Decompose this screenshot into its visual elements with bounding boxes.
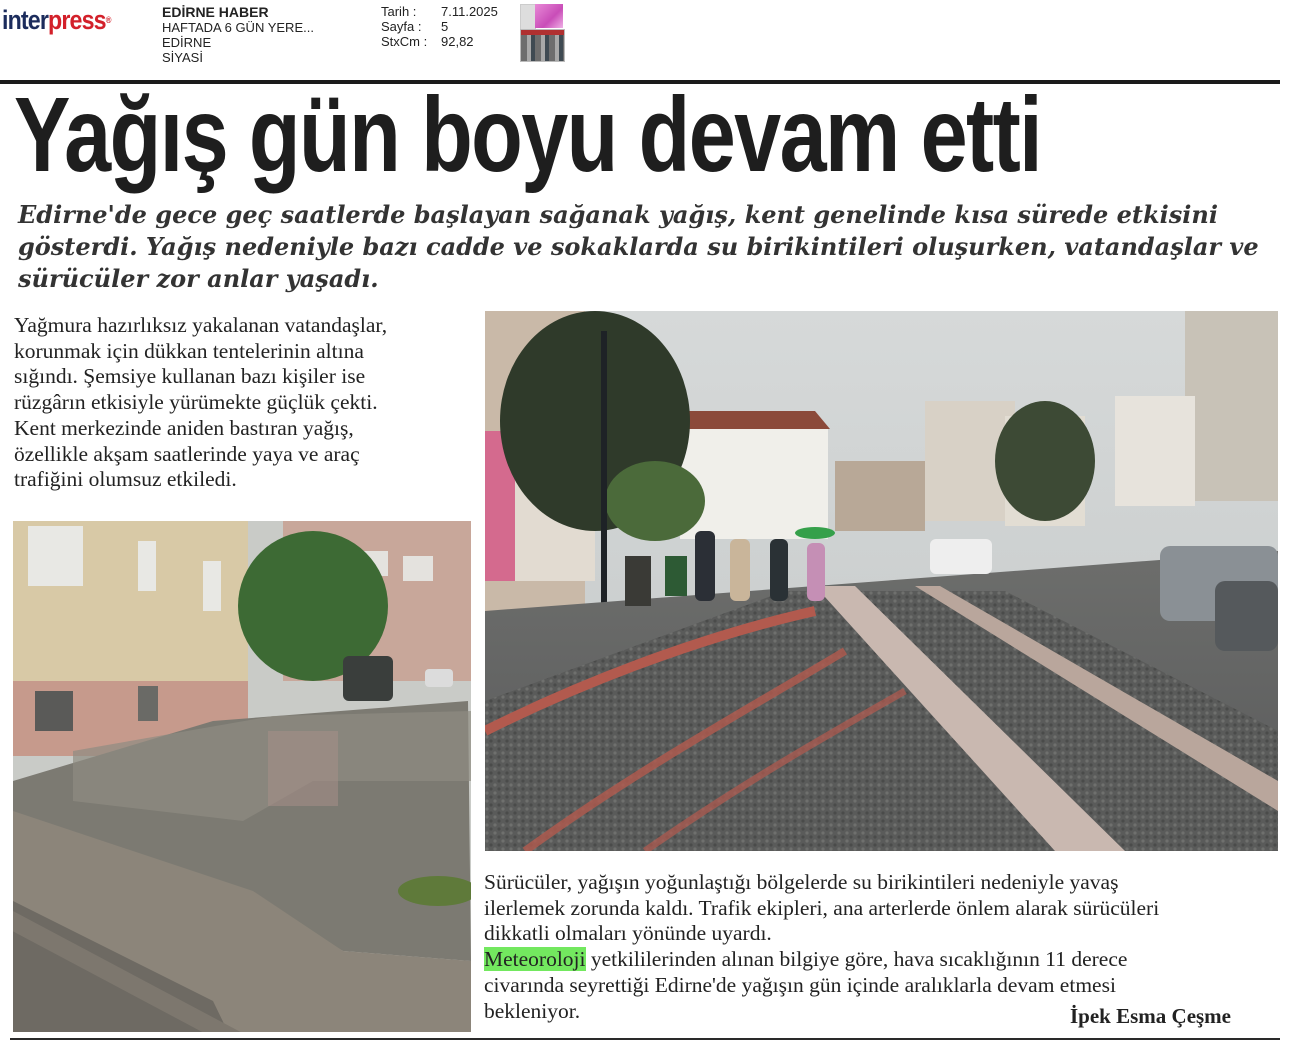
publication-frequency: HAFTADA 6 GÜN YERE...: [162, 20, 314, 35]
clipping-meta: [381, 4, 498, 49]
article-column-1: [14, 313, 484, 493]
publication-info: [162, 5, 362, 65]
text-line: ilerlemek zorunda kaldı. Trafik ekipleri, ana arterlerde önlem alarak sürücüleri: [484, 895, 1160, 920]
text-line: korunmak için dükkan tentelerinin altına: [14, 338, 364, 363]
bottom-divider: [10, 1038, 1280, 1040]
text-line: özellikle akşam saatlerinde yaya ve araç: [14, 441, 360, 466]
text-line: sığındı. Şemsiye kullanan bazı kişiler ise: [14, 364, 366, 389]
text-line: Yağmura hazırlıksız yakalanan vatandaşlar,: [14, 313, 388, 337]
meta-row-stxcm: StxCm : 92,82: [381, 34, 474, 49]
text-line: [484, 947, 1284, 973]
text-line: bekleniyor.: [484, 998, 581, 1023]
meta-row-page: Sayfa : 5: [381, 19, 449, 34]
publication-category: SİYASİ: [162, 50, 203, 65]
highlighted-keyword[interactable]: Meteoroloji: [484, 947, 586, 972]
page-thumbnail-highlight[interactable]: [535, 4, 563, 28]
street-photo: [485, 311, 1278, 851]
article-column-2: [484, 870, 1284, 1024]
text-line: civarında seyrettiği Edirne'de yağışın gün içinde aralıklarla devam etmesi: [484, 972, 1116, 997]
text-line: Sürücüler, yağışın yoğunlaştığı bölgelerde su birikintileri nedeniyle yavaş: [484, 870, 1119, 894]
publication-name: EDİRNE HABER: [162, 4, 269, 20]
text-line: rüzgârın etkisiyle yürümekte güçlük çekti.: [14, 390, 378, 415]
headline: Yağış gün boyu devam etti: [14, 76, 1042, 194]
page-thumbnail[interactable]: [520, 29, 565, 62]
page-thumbnail-left[interactable]: [520, 4, 536, 30]
publication-city: EDİRNE: [162, 35, 212, 50]
text-line: dikkatli olmaları yönünde uyardı.: [484, 921, 772, 946]
flooded-street-photo: [13, 521, 471, 1032]
text-line: trafiğini olumsuz etkiledi.: [14, 467, 237, 492]
article-spot: Edirne'de gece geç saatlerde başlayan sağanak yağış, kent genelinde kısa sürede etkisini gösterdi. Yağış nedeniyle bazı cadde ve sokaklarda su birikintileri oluşurken, vatandaşlar ve sürücüler zor anlar yaşadı.: [18, 200, 1259, 293]
text-line: Kent merkezinde aniden bastıran yağış,: [14, 415, 354, 440]
text-segment: yetkililerinden alınan bilgiye göre, hava sıcaklığının 11 derece: [585, 947, 1128, 972]
interpress-logo: interpress®: [2, 5, 112, 35]
meta-row-date: Tarih : 7.11.2025: [381, 4, 498, 19]
author-byline: İpek Esma Çeşme: [1070, 1004, 1231, 1028]
